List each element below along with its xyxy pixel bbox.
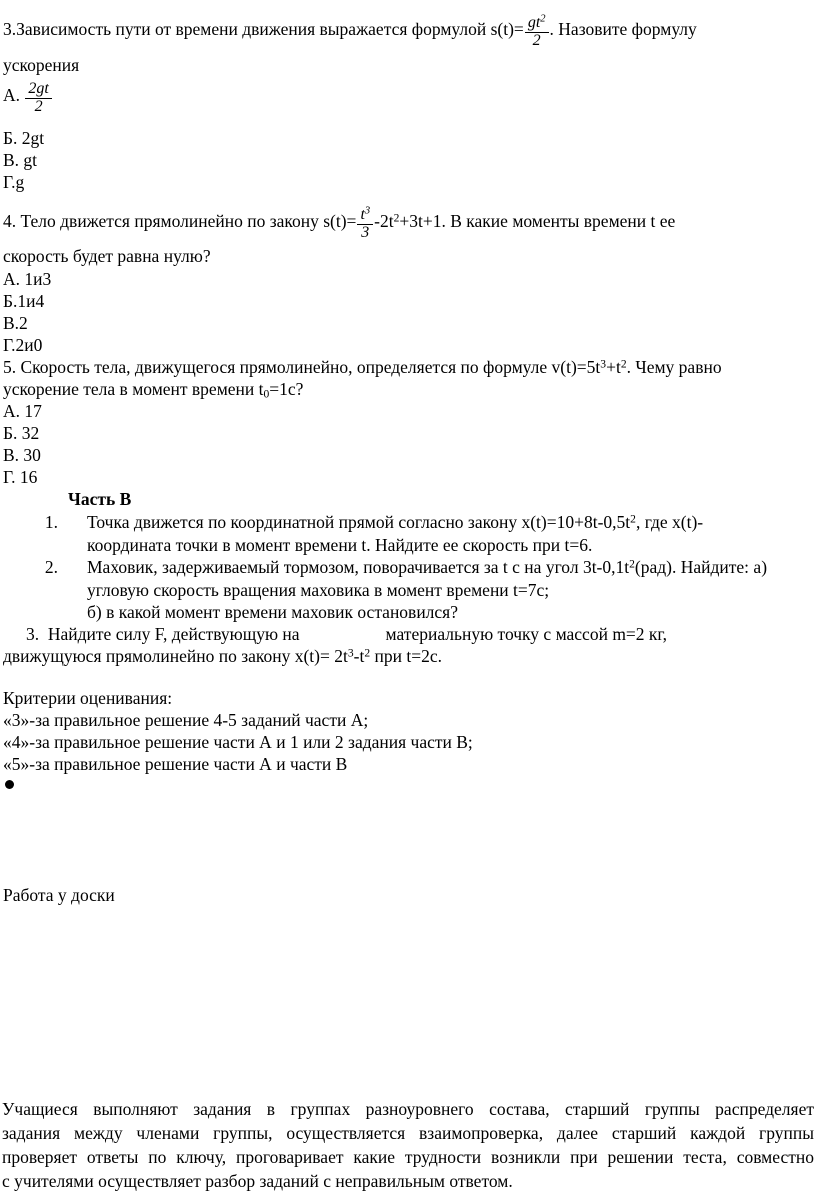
closing-paragraph-line-2: задания между членами группы, осуществляется взаимопроверка, далее старший каждой группы	[2, 1123, 814, 1143]
question-4-lead: 4. Тело движется прямолинейно по закону s(t)=	[3, 210, 357, 231]
question-5-exponent-1: 3	[600, 358, 607, 371]
part-b-item-2-line-1-post: (рад). Найдите: а)	[634, 557, 768, 577]
question-4-numerator-exponent: 3	[364, 205, 371, 217]
question-5-option-g: Г. 16	[3, 467, 38, 487]
question-3-option-a	[3, 80, 53, 115]
question-3-line-1	[3, 14, 697, 49]
part-b-item-3-marker: 3.	[26, 624, 40, 644]
criteria-line-2: «4»-за правильное решение части А и 1 или 2 задания части В;	[3, 732, 473, 752]
part-b-item-3-line-1-pre: Найдите силу F, действующую на	[47, 624, 300, 644]
part-b-item-1	[28, 511, 788, 556]
question-3-line-2: ускорения	[3, 55, 80, 75]
part-b-item-3-line-2-post: при t=2с.	[370, 646, 442, 666]
part-b-item-2-exponent: 2	[629, 558, 635, 571]
part-b-item-2-body	[87, 556, 816, 624]
question-4-option-b: Б.1и4	[3, 291, 45, 311]
question-3-option-a-numerator: 2gt	[28, 80, 49, 97]
criteria-line-1: «3»-за правильное решение 4-5 заданий части А;	[3, 710, 369, 730]
question-4-line-1	[3, 206, 675, 241]
question-4-option-g: Г.2и0	[3, 335, 43, 355]
criteria-line-3: «5»-за правильное решение части А и части В	[3, 754, 348, 774]
question-3-formula-denominator: 2	[525, 32, 549, 50]
part-b-item-1-line-2: координата точки в момент времени t. Найдите ее скорость при t=6.	[87, 534, 593, 555]
question-4-numerator-text: t	[360, 206, 365, 223]
question-5-line-2-pre: ускорение тела в момент времени t	[3, 379, 264, 399]
part-b-item-2-line-2: угловую скорость вращения маховика в момент времени t=7с;	[87, 579, 550, 600]
closing-paragraph-line-3: проверяет ответы по ключу, проговаривает какие трудности возникли при решении теста, совместно	[2, 1147, 814, 1167]
part-b-item-1-line-1-pre: Точка движется по координатной прямой согласно закону x(t)=10+8t-0,5t	[87, 512, 631, 532]
part-b-item-2	[28, 556, 816, 624]
part-b-heading: Часть В	[68, 489, 132, 509]
question-4-option-a: А. 1и3	[3, 269, 52, 289]
part-b-item-1-marker: 1.	[44, 512, 58, 532]
question-4-line-2: скорость будет равна нулю?	[3, 246, 211, 266]
question-5-lead: 5. Скорость тела, движущегося прямолинейно, определяется по формуле v(t)=5t	[3, 357, 601, 377]
question-3-option-a-denominator: 2	[25, 98, 51, 116]
question-5-line-2	[3, 378, 303, 400]
question-5-exponent-2: 2	[620, 358, 627, 371]
closing-paragraph-line-1: Учащиеся выполняют задания в группах разноуровнего состава, старший группы распределяет	[2, 1099, 814, 1119]
question-4-formula	[357, 207, 373, 242]
closing-paragraph-line-4: с учителями осуществляет разбор заданий с неправильным ответом.	[2, 1171, 513, 1191]
question-4-option-v: В.2	[3, 313, 28, 333]
part-b-item-1-body	[87, 511, 816, 556]
part-b-item-2-line-3: б) в какой момент времени маховик остановился?	[87, 602, 459, 622]
question-5-line-2-post: =1с?	[269, 379, 304, 399]
part-b-item-3-line-2-pre: движущуюся прямолинейно по закону x(t)= 2t	[3, 646, 348, 666]
part-b-item-2-line-1-pre: Маховик, задерживаемый тормозом, поворачивается за t с на угол 3t-0,1t	[87, 557, 630, 577]
question-3-numerator-exponent: 2	[540, 13, 546, 25]
part-b-item-1-exponent: 2	[630, 513, 636, 526]
question-5-line-1	[3, 356, 722, 378]
question-3-numerator-text: gt	[527, 14, 541, 31]
question-3-option-g: Г.g	[3, 172, 25, 192]
question-3-formula-numerator	[525, 15, 549, 32]
question-4-formula-denominator: 3	[357, 224, 373, 242]
question-4-tail-exponent: 2	[393, 212, 400, 225]
question-3-formula	[525, 15, 549, 50]
question-3-lead: 3.Зависимость пути от времени движения выражается формулой s(t)=	[3, 18, 524, 39]
question-5-line-2-subscript: 0	[263, 388, 270, 401]
part-b-item-1-line-1-post: , где x(t)-	[635, 512, 704, 532]
part-b-item-3-exponent-1: 3	[347, 647, 354, 660]
question-5-option-v: В. 30	[3, 445, 41, 465]
question-3-option-a-label: А.	[3, 84, 21, 105]
part-b-item-3-line-2	[3, 645, 442, 667]
criteria-title: Критерии оценивания:	[3, 688, 173, 708]
question-5-option-a: А. 17	[3, 401, 42, 421]
part-b-item-3-line-1	[26, 623, 667, 645]
question-5-option-b: Б. 32	[3, 423, 40, 443]
question-4-formula-numerator	[357, 207, 373, 224]
part-b-item-2-marker: 2.	[44, 557, 58, 577]
part-b-item-3-line-2-mid: -t	[353, 646, 365, 666]
question-5-mid: +t	[606, 357, 621, 377]
question-3-option-a-formula	[25, 81, 51, 116]
question-4-tail-post: +3t+1. В какие моменты времени t ее	[399, 210, 676, 231]
closing-paragraph	[2, 1097, 814, 1193]
empty-bullet-marker	[5, 780, 14, 789]
board-work-label: Работа у доски	[3, 885, 115, 905]
question-3-option-b: Б. 2gt	[3, 128, 45, 148]
question-3-tail: . Назовите формулу	[549, 18, 697, 39]
part-b-item-3-exponent-2: 2	[364, 647, 371, 660]
question-4-tail-pre: -2t	[374, 210, 394, 231]
question-3-option-v: В. gt	[3, 150, 38, 170]
part-b-item-3-line-1-post: материальную точку с массой m=2 кг,	[385, 624, 668, 644]
question-5-post: . Чему равно	[626, 357, 722, 377]
